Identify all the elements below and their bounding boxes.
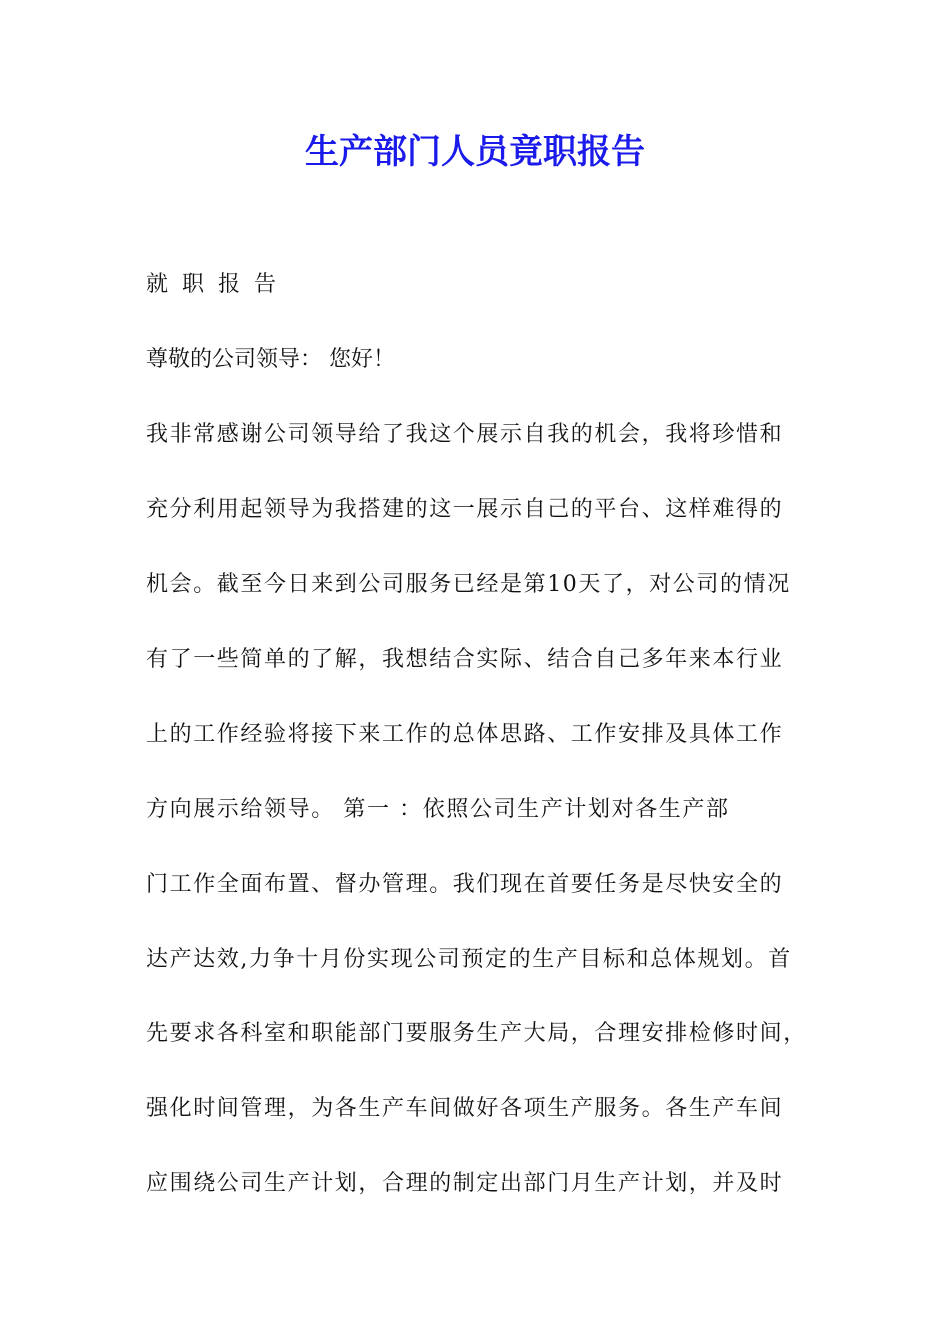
body-line: 充分利用起领导为我搭建的这一展示自己的平台、这样难得的 <box>146 497 784 522</box>
section-heading: 就职报告 <box>146 272 291 297</box>
body-line: 我非常感谢公司领导给了我这个展示自我的机会，我将珍惜和 <box>146 422 784 447</box>
body-line: 方向展示给领导。 第一 ：依照公司生产计划对各生产部 <box>146 797 730 822</box>
body-line: 先要求各科室和职能部门要服务生产大局，合理安排检修时间， <box>146 1021 807 1046</box>
salutation: 尊敬的公司领导： 您好！ <box>146 347 395 372</box>
body-line: 门工作全面布置、督办管理。我们现在首要任务是尽快安全的 <box>146 872 784 897</box>
document-title: 生产部门人员竟职报告 <box>305 132 645 172</box>
body-line: 上的工作经验将接下来工作的总体思路、工作安排及具体工作 <box>146 722 784 747</box>
body-line: 达产达效,力争十月份实现公司预定的生产目标和总体规划。首 <box>146 947 792 972</box>
body-line: 有了一些简单的了解，我想结合实际、结合自己多年来本行业 <box>146 647 784 672</box>
body-line: 机会。截至今日来到公司服务已经是第10天了，对公司的情况 <box>146 572 791 597</box>
body-line: 应围绕公司生产计划，合理的制定出部门月生产计划，并及时 <box>146 1171 784 1196</box>
body-line: 强化时间管理，为各生产车间做好各项生产服务。各生产车间 <box>146 1096 784 1121</box>
